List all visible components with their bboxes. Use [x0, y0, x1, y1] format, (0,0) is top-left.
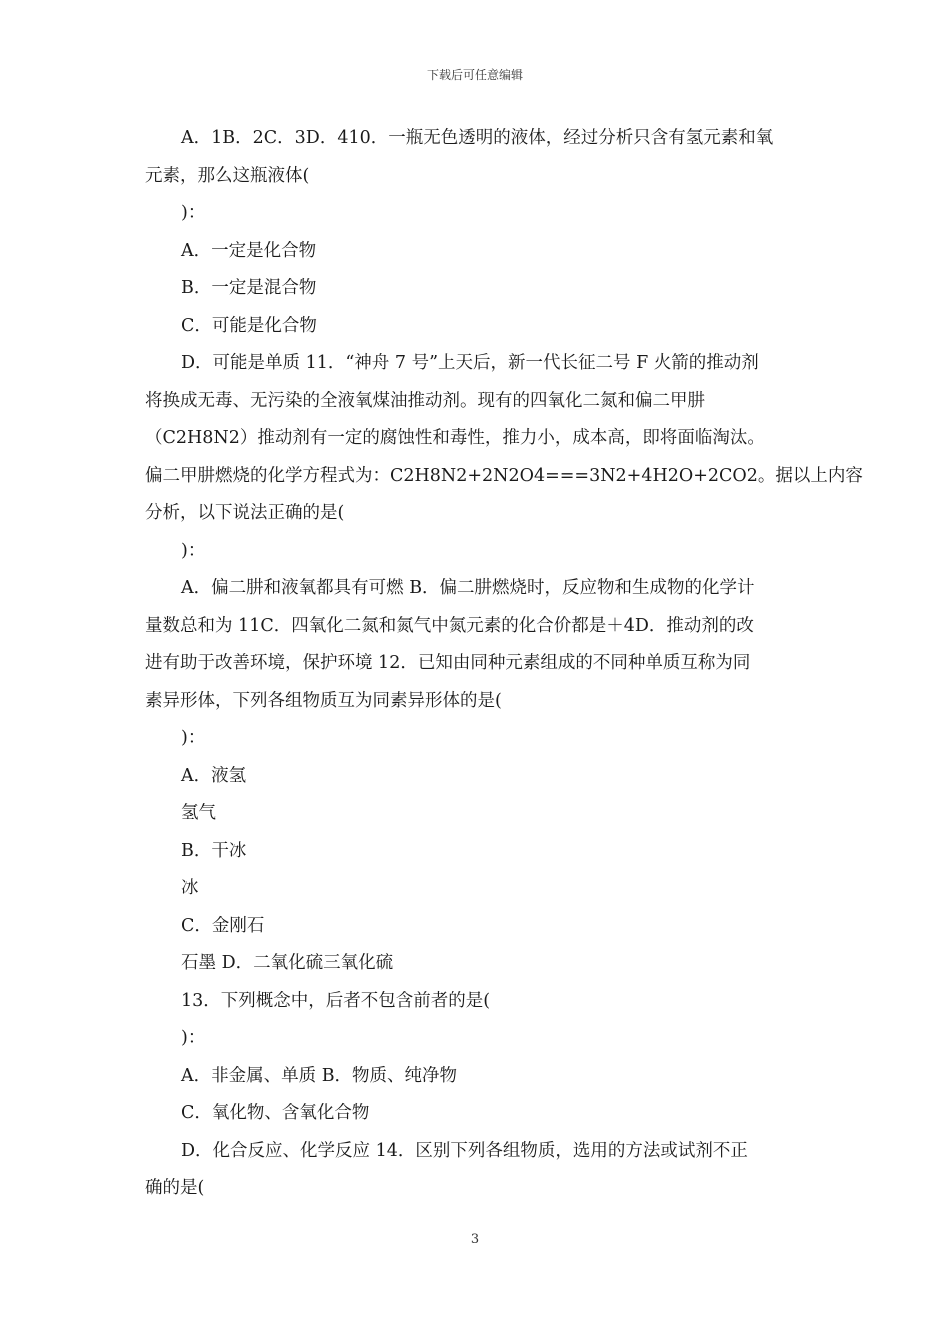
- option-line: C．氧化物、含氧化合物: [181, 1103, 370, 1123]
- text-line: A．1B．2C．3D．410．一瓶无色透明的液体，经过分析只含有氢元素和氧: [181, 128, 774, 148]
- text-line: 分析，以下说法正确的是(: [145, 503, 345, 523]
- document-body: [145, 120, 863, 1208]
- option-line: 石墨 D．二氧化硫三氧化硫: [181, 953, 394, 973]
- text-line: )：: [181, 1028, 206, 1048]
- text-line: （C2H8N2）推动剂有一定的腐蚀性和毒性，推力小，成本高，即将面临淘汰。: [145, 428, 765, 448]
- text-line: 量数总和为 11C．四氧化二氮和氮气中氮元素的化合价都是＋4D．推动剂的改: [145, 615, 754, 636]
- option-line: C．金刚石: [181, 915, 265, 936]
- option-line: A．液氢: [181, 765, 247, 786]
- text-line: 元素，那么这瓶液体(: [145, 165, 310, 186]
- option-line: A．非金属、单质 B．物质、纯净物: [181, 1065, 458, 1086]
- option-line: B．一定是混合物: [181, 278, 317, 298]
- option-line: 氢气: [181, 803, 216, 823]
- text-line: A．偏二肼和液氧都具有可燃 B．偏二肼燃烧时，反应物和生成物的化学计: [181, 578, 755, 598]
- page-number: 3: [470, 1232, 480, 1247]
- page-header: 下载后可任意编辑: [426, 68, 523, 82]
- option-line: 冰: [181, 878, 199, 898]
- text-line: 偏二甲肼燃烧的化学方程式为：C2H8N2+2N2O4===3N2+4H2O+2CO2。据以上内容: [145, 465, 863, 486]
- option-line: A．一定是化合物: [181, 240, 317, 261]
- text-line: 确的是(: [145, 1178, 205, 1198]
- text-line: )：: [181, 728, 206, 748]
- text-line: 素异形体，下列各组物质互为同素异形体的是(: [145, 690, 502, 711]
- text-line: D．化合反应、化学反应 14．区别下列各组物质，选用的方法或试剂不正: [181, 1140, 748, 1161]
- text-line: D．可能是单质 11．“神舟 7 号”上天后，新一代长征二号 F 火箭的推动剂: [181, 353, 759, 373]
- option-line: B．干冰: [181, 840, 247, 861]
- text-line: )：: [181, 540, 206, 561]
- text-line: 将换成无毒、无污染的全液氧煤油推动剂。现有的四氧化二氮和偏二甲肼: [145, 390, 705, 411]
- question-line: 13．下列概念中，后者不包含前者的是(: [181, 990, 491, 1011]
- text-line: 进有助于改善环境，保护环境 12．已知由同种元素组成的不同种单质互称为同: [145, 653, 751, 673]
- text-line: )：: [181, 203, 206, 223]
- option-line: C．可能是化合物: [181, 315, 317, 336]
